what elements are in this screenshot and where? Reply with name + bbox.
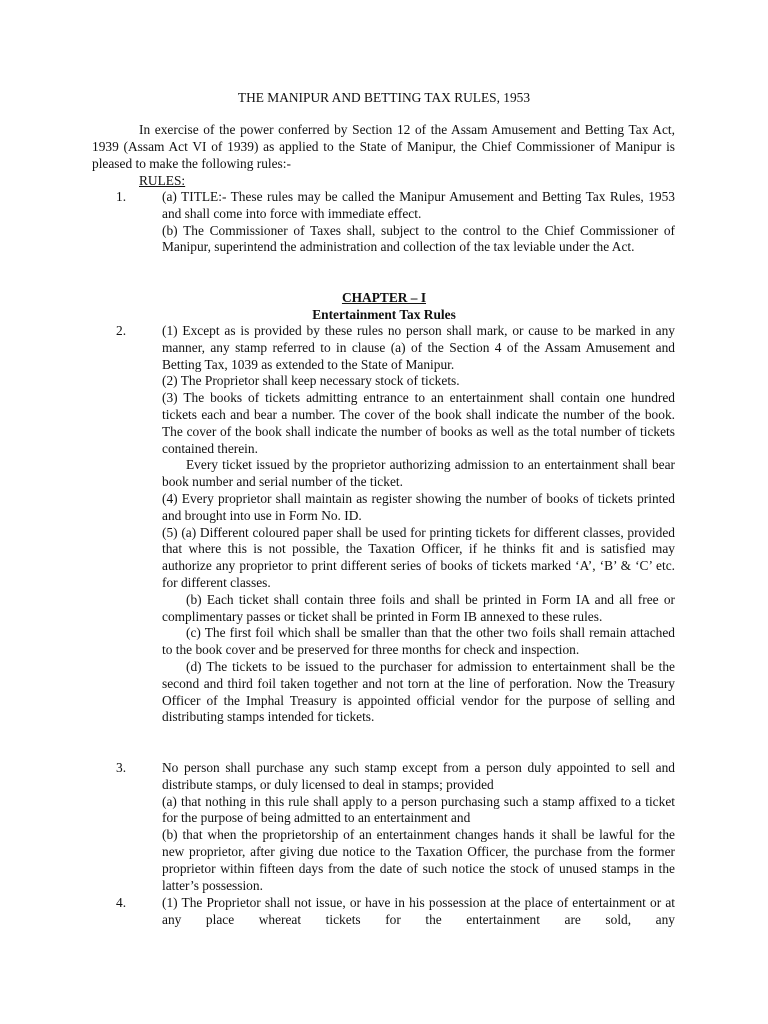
rule-4 — [92, 895, 675, 929]
rule-paragraph: (4) Every proprietor shall maintain as register showing the number of books of tickets printed and brought into use in Form No. ID. — [162, 490, 675, 523]
rule-paragraph: No person shall purchase any such stamp except from a person duly appointed to sell and distribute stamps, or duly licensed to deal in stamps; provided — [162, 760, 675, 792]
rule-number: 3. — [116, 760, 127, 775]
rule-paragraph: (a) TITLE:- These rules may be called the Manipur Amusement and Betting Tax Rules, 1953 and shall come into force with immediate effect. — [162, 189, 675, 221]
rule-2 — [92, 323, 675, 726]
rule-paragraph: (c) The first foil which shall be smaller than that the other two foils shall remain attached to the book cover and be preserved for three months for check and inspection. — [162, 625, 675, 658]
rule-paragraph: (1) The Proprietor shall not issue, or have in his possession at the place of entertainment or at any place whereat tickets for the entertainment are sold, any — [162, 895, 675, 927]
rule-paragraph: (b) The Commissioner of Taxes shall, subject to the control to the Chief Commissioner of Manipur, superintend the administration and collection of the tax leviable under the Act. — [162, 222, 675, 255]
rule-paragraph: (d) The tickets to be issued to the purchaser for admission to entertainment shall be the second and third foil taken together and not torn at the line of perforation. Now the Treasury Officer of the Imphal Treasury is appointed official vendor for the purpose of selling and distributing stamps intended for tickets. — [162, 658, 675, 725]
rule-number: 2. — [116, 323, 127, 338]
rules-heading: RULES: — [139, 173, 186, 188]
rule-body — [162, 323, 675, 726]
intro-paragraph: In exercise of the power conferred by Section 12 of the Assam Amusement and Betting Tax Act, 1939 (Assam Act VI of 1939) as applied to the State of Manipur, the Chief Commissioner of Manipur is pleased to make the following rules:- — [92, 122, 675, 171]
chapter-subtitle: Entertainment Tax Rules — [312, 306, 456, 322]
rule-paragraph: (5) (a) Different coloured paper shall be used for printing tickets for different classes, provided that where this is not possible, the Taxation Officer, if he thinks fit and is satisfied may authorize any proprietor to print different series of books of tickets marked ‘A’, ‘B’ & ‘C’ etc. for different classes. — [162, 524, 675, 590]
rule-number: 4. — [116, 895, 127, 910]
rule-number: 1. — [116, 189, 127, 204]
rule-paragraph: (b) Each ticket shall contain three foils and shall be printed in Form IA and all free or complimentary passes or ticket shall be printed in Form IB annexed to these rules. — [162, 591, 675, 624]
chapter-heading — [0, 290, 768, 324]
rule-paragraph: (3) The books of tickets admitting entrance to an entertainment shall contain one hundred tickets each and bear a number. The cover of the book shall indicate the number of the book. The cover of the book shall indicate the number of books as well as the total number of tickets contained therein. — [162, 390, 675, 456]
rule-paragraph: Every ticket issued by the proprietor authorizing admission to an entertainment shall bear book number and serial number of the ticket. — [162, 457, 675, 490]
rule-body — [162, 189, 675, 256]
rule-paragraph: (a) that nothing in this rule shall apply to a person purchasing such a stamp affixed to a ticket for the purpose of being admitted to an entertainment and — [162, 793, 675, 826]
document-title: THE MANIPUR AND BETTING TAX RULES, 1953 — [237, 90, 531, 105]
rule-1 — [92, 189, 675, 256]
rule-body — [162, 895, 675, 929]
rule-paragraph: (2) The Proprietor shall keep necessary stock of tickets. — [162, 373, 460, 389]
rule-paragraph: (1) Except as is provided by these rules no person shall mark, or cause to be marked in any manner, any stamp referred to in clause (a) of the Section 4 of the Assam Amusement and Betting Tax, 1039 as extended to the State of Manipur. — [162, 323, 675, 372]
rule-paragraph: (b) that when the proprietorship of an entertainment changes hands it shall be lawful for the new proprietor, after giving due notice to the Taxation Officer, the purchase from the former proprietor within fifteen days from the date of such notice the stock of unused stamps in the latter’s possession. — [162, 827, 675, 893]
chapter-title: CHAPTER – I — [341, 290, 427, 305]
rule-3 — [92, 760, 675, 894]
rule-body — [162, 760, 675, 894]
